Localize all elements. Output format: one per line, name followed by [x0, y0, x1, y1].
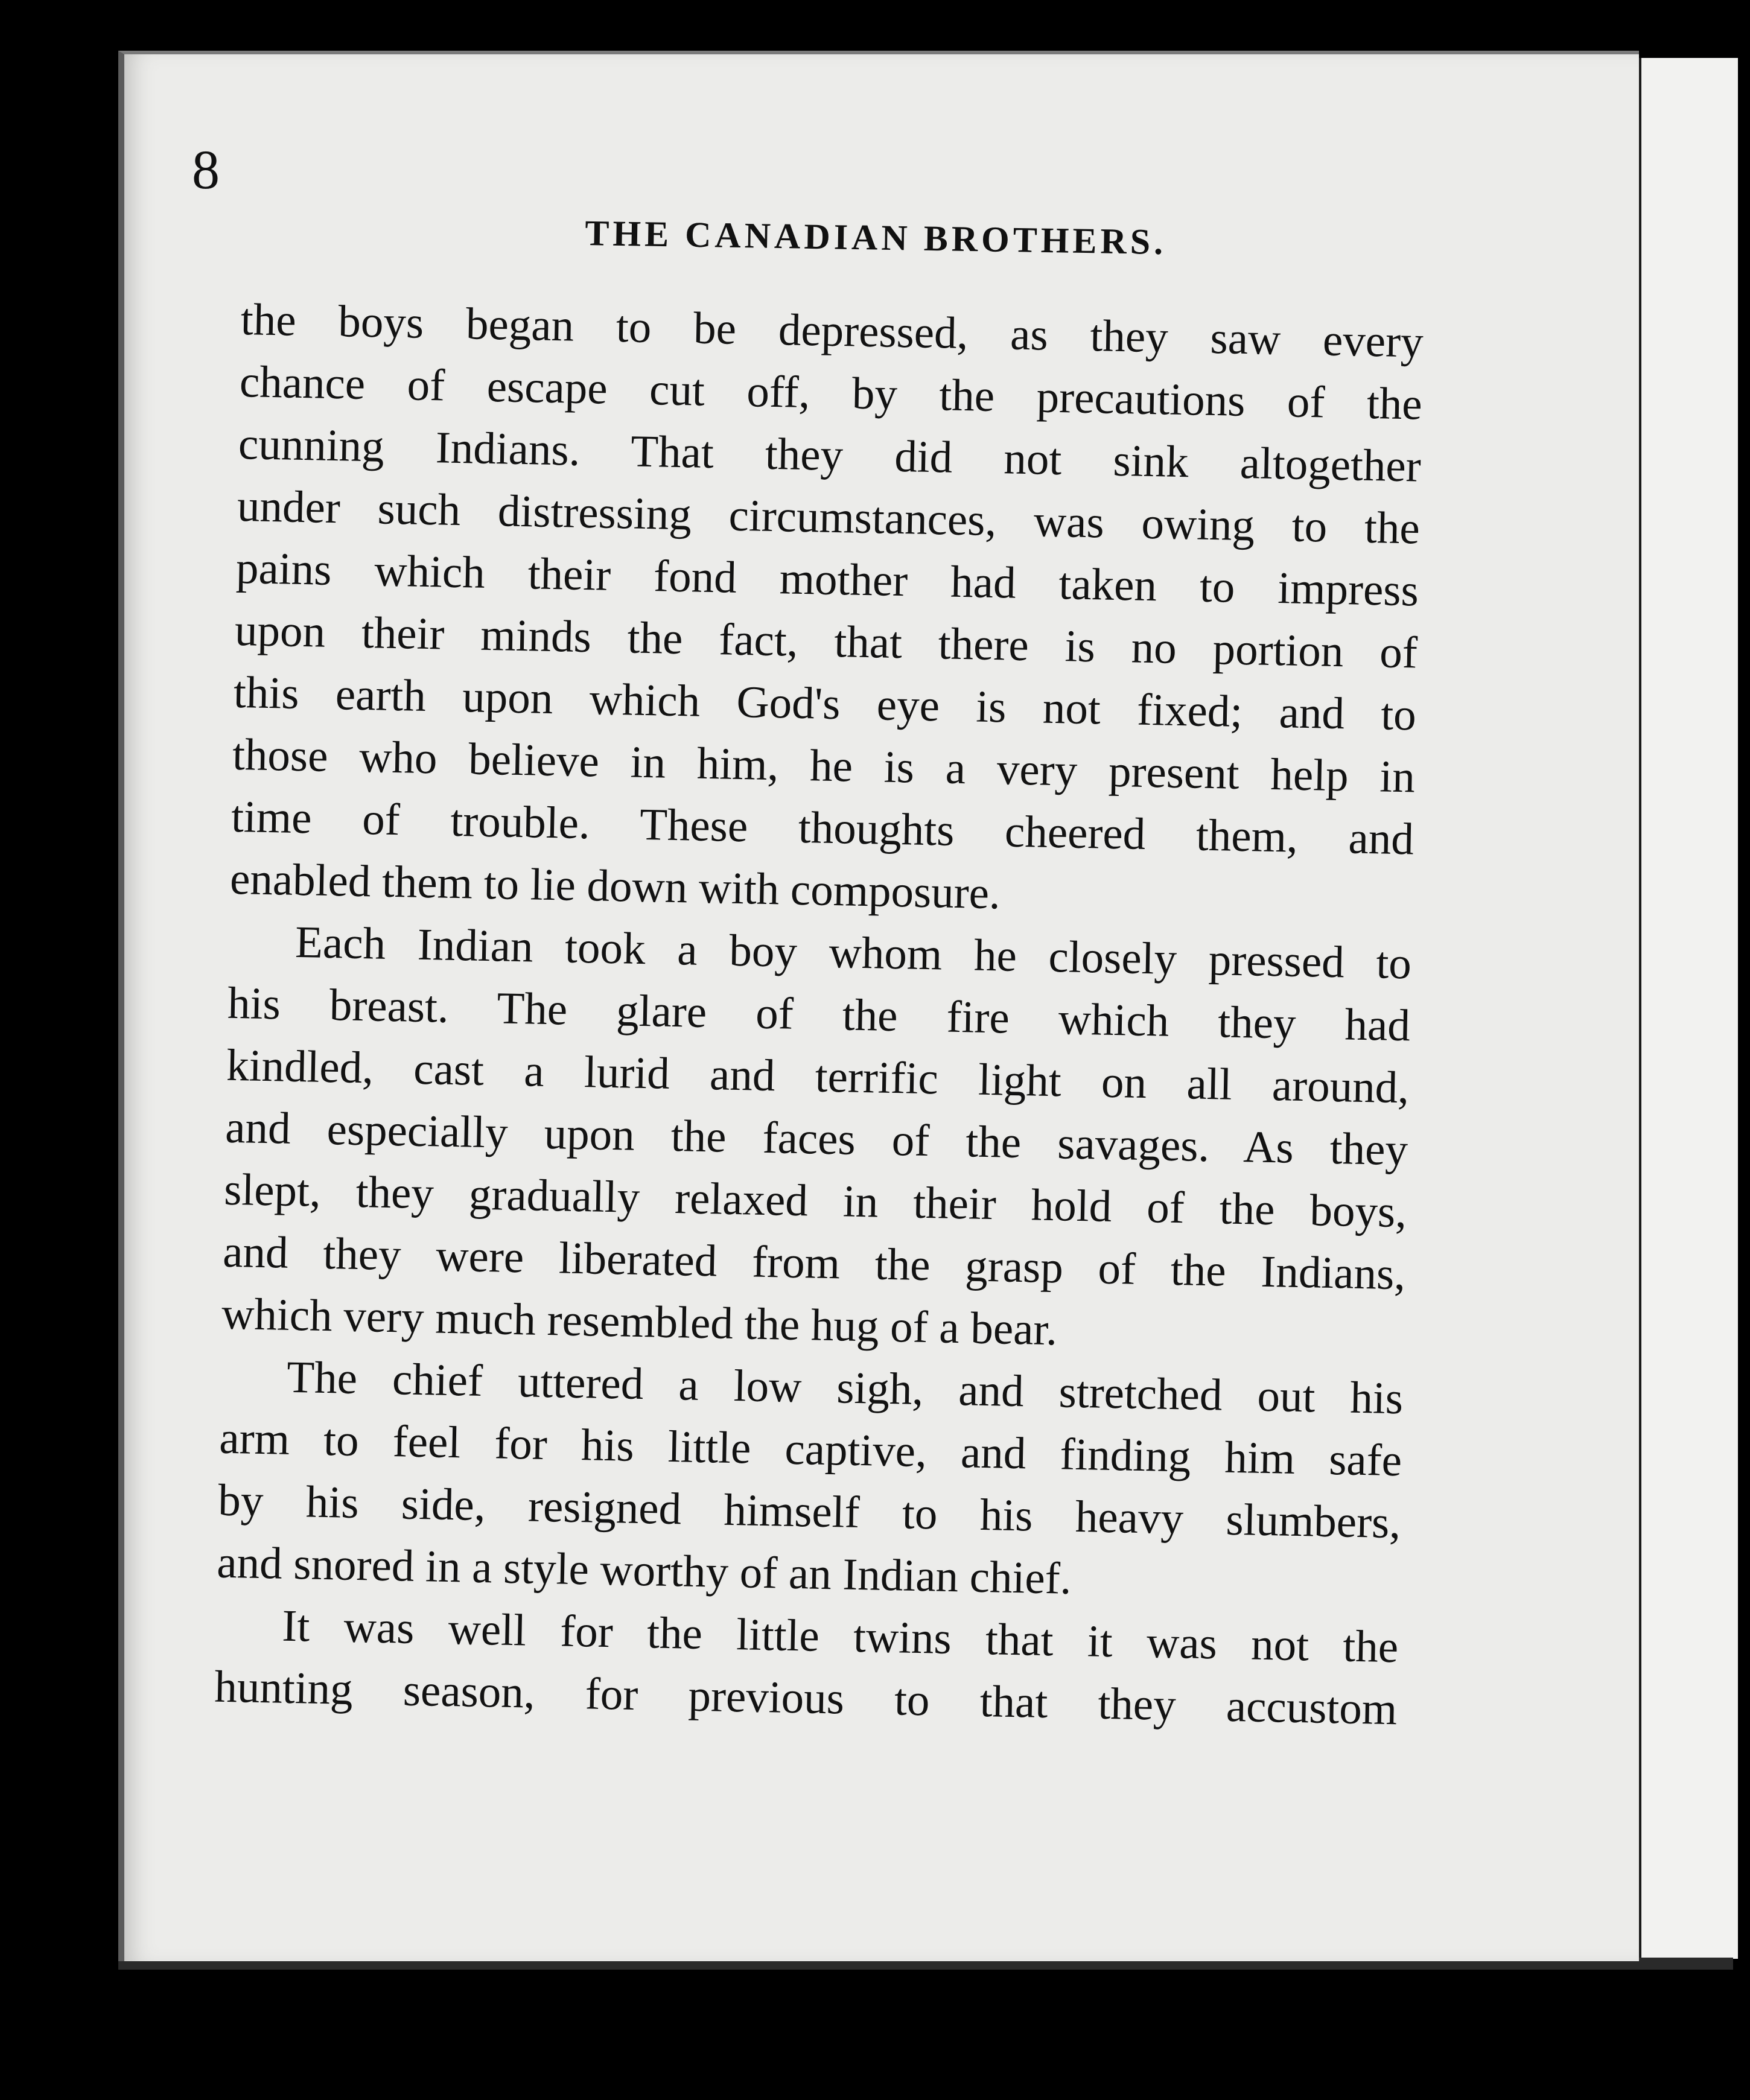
adjacent-page-edge [1637, 58, 1738, 1959]
running-head: THE CANADIAN BROTHERS. [584, 212, 1167, 262]
text-line: Each Indian took a boy whom he closely pressed to [294, 917, 1412, 989]
text-line: under such distressing circumstances, was owing to the [237, 480, 1421, 554]
text-line: the boys began to be depressed, as they saw every [240, 294, 1424, 368]
text-line: those who believe in him, he is a very present help in [232, 729, 1416, 803]
text-line: by his side, resigned himself to his heavy slumbers, [217, 1475, 1401, 1548]
body-text [214, 288, 1424, 1740]
text-line: The chief uttered a low sigh, and stretched out his [286, 1352, 1404, 1424]
text-line: arm to feel for his little captive, and finding him safe [218, 1413, 1402, 1486]
text-line: this earth upon which God's eye is not fixed; and to [233, 667, 1417, 740]
text-line: It was well for the little twins that it was not the [281, 1600, 1399, 1673]
text-line: cunning Indians. That they did not sink altogether [238, 418, 1422, 492]
text-line: and especially upon the faces of the savages. As they [224, 1102, 1408, 1176]
text-line: his breast. The glare of the fire which they had [227, 978, 1411, 1051]
text-line: pains which their fond mother had taken to impress [235, 542, 1419, 616]
text-line: upon their minds the fact, that there is no portion of [234, 605, 1418, 678]
text-line: which very much resembled the hug of a bear. [221, 1288, 1058, 1355]
text-line: hunting season, for previous to that they accustom [214, 1661, 1398, 1735]
text-line: and they were liberated from the grasp of the Indians, [222, 1226, 1406, 1300]
text-line: slept, they gradually relaxed in their hold of the boys, [223, 1164, 1407, 1238]
text-line: enabled them to lie down with composure. [229, 853, 1001, 919]
text-line: and snored in a style worthy of an Indian chief. [216, 1537, 1072, 1604]
text-line: chance of escape cut off, by the precautions of the [239, 356, 1423, 430]
text-line: kindled, cast a lurid and terrific light on all around, [226, 1040, 1410, 1113]
text-line: time of trouble. These thoughts cheered them, and [231, 791, 1414, 865]
page-number: 8 [192, 139, 220, 200]
